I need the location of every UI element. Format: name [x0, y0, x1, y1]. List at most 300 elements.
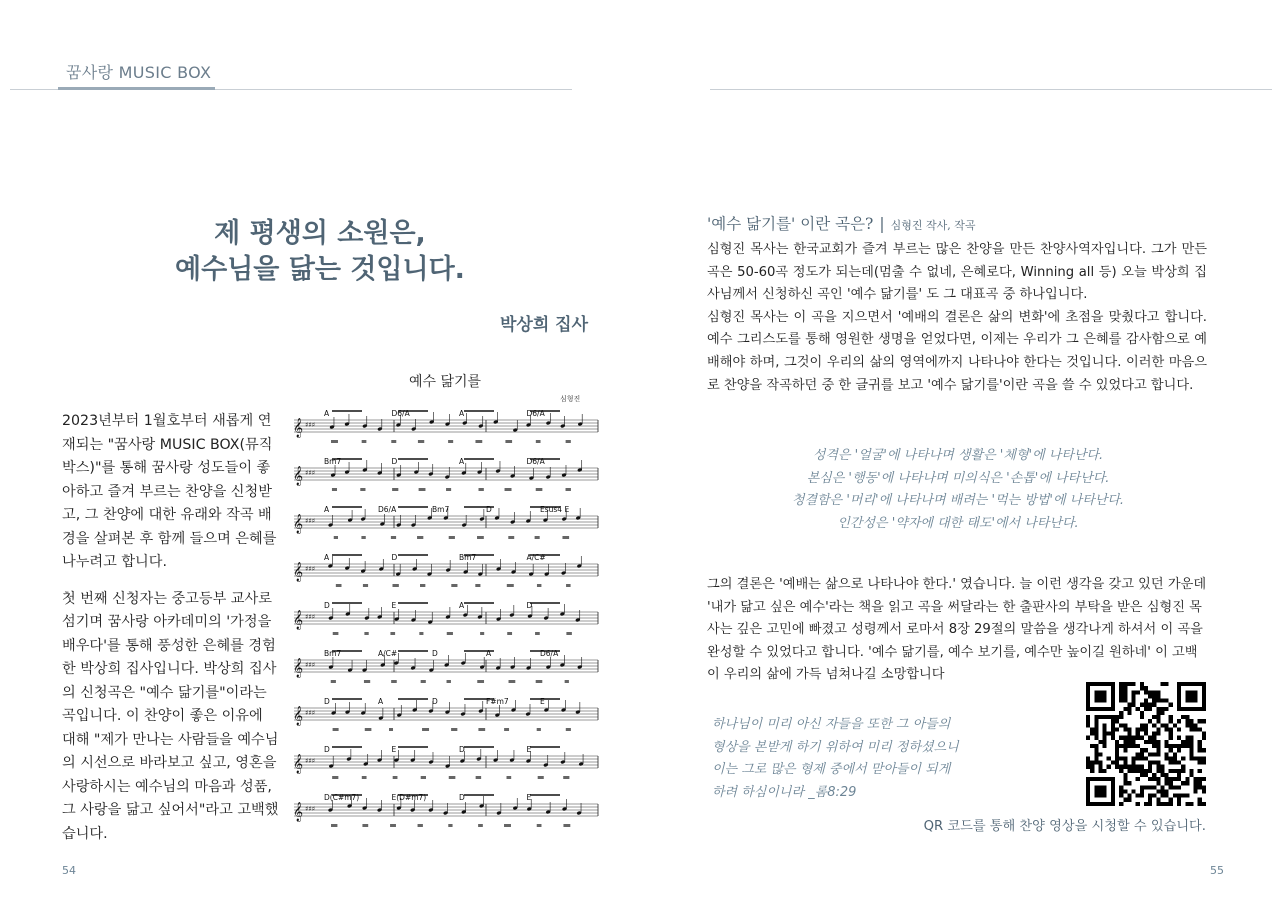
qr-module [1094, 732, 1098, 736]
qr-module [1148, 802, 1152, 806]
chord-symbol: E(D#m7) [391, 793, 427, 802]
qr-module [1189, 740, 1193, 744]
qr-module [1098, 740, 1102, 744]
chord-symbol: E [526, 745, 532, 754]
qr-module [1177, 773, 1181, 777]
qr-module [1119, 789, 1123, 793]
chord-symbol: D6/A [526, 457, 545, 466]
lyric-mark [364, 632, 368, 635]
lyric-mark [566, 440, 571, 443]
qr-module [1098, 769, 1102, 773]
qr-module [1115, 748, 1119, 752]
qr-module [1156, 740, 1160, 744]
qr-module [1132, 744, 1136, 748]
qr-module [1119, 686, 1123, 690]
lyric-mark [562, 536, 569, 539]
lyric-mark [333, 728, 339, 731]
qr-module [1169, 781, 1173, 785]
qr-module [1165, 752, 1169, 756]
qr-module [1165, 777, 1169, 781]
qr-module [1152, 752, 1156, 756]
qr-module [1123, 761, 1127, 765]
qr-module [1156, 694, 1160, 698]
key-signature: ♯♯♯ [305, 709, 316, 717]
qr-module [1132, 703, 1136, 707]
lyric-mark [361, 536, 365, 539]
lyric-mark [331, 440, 338, 443]
lyric-mark [477, 536, 484, 539]
qr-module [1111, 723, 1115, 727]
qr-module [1144, 723, 1148, 727]
qr-module [1160, 773, 1164, 777]
qr-module [1123, 736, 1127, 740]
qr-module [1123, 748, 1127, 752]
quote-line: 청결함은 '머리'에 나타나며 배려는 '먹는 방법'에 나타난다. [791, 493, 1125, 508]
qr-module [1086, 736, 1090, 740]
qr-module [1127, 711, 1131, 715]
qr-module [1185, 794, 1189, 798]
lyric-mark [476, 776, 481, 779]
qr-module [1194, 727, 1198, 731]
qr-module [1152, 761, 1156, 765]
qr-module [1119, 794, 1123, 798]
qr-module [1152, 703, 1156, 707]
lyric-mark [536, 680, 543, 683]
qr-module [1090, 732, 1094, 736]
qr-code[interactable] [1086, 682, 1206, 806]
qr-module [1140, 773, 1144, 777]
qr-module [1181, 794, 1185, 798]
lyric-mark [391, 536, 396, 539]
qr-module [1123, 682, 1127, 686]
chord-symbol: D [391, 457, 398, 466]
qr-module [1148, 769, 1152, 773]
qr-module [1185, 777, 1189, 781]
qr-module [1103, 715, 1107, 719]
qr-module [1165, 682, 1169, 686]
page-number-left: 54 [62, 864, 76, 877]
lyric-mark [446, 488, 451, 491]
song-background-text [707, 239, 1207, 397]
lyric-mark [449, 776, 456, 779]
qr-module [1123, 740, 1127, 744]
qr-module [1194, 777, 1198, 781]
qr-module [1127, 781, 1131, 785]
key-signature: ♯♯♯ [305, 613, 316, 621]
qr-module [1160, 769, 1164, 773]
qr-module [1156, 765, 1160, 769]
qr-module [1169, 727, 1173, 731]
qr-module [1140, 715, 1144, 719]
qr-module [1173, 756, 1177, 760]
intro-paragraph: 첫 번째 신청자는 중고등부 교사로 섬기며 꿈사랑 아카데미의 '가정을 배우다'를 통해 풍성한 은혜를 경험한 박상희 집사입니다. 박상희 집사의 신청곡은 "예수 닮기를"이라는 곡입니다. 이 찬양이 좋은 이유에 대해 "제가 만나는 사람들을 예수님의 시선으로 바라보고 싶고, 영혼을 사랑하시는 예수님의 마음과 성품, 그 사랑을 닮고 싶어서"라고 고백했습니다. [62, 590, 279, 842]
qr-module [1202, 777, 1206, 781]
lyric-mark [475, 584, 480, 587]
qr-module [1132, 761, 1136, 765]
qr-module [1140, 736, 1144, 740]
chord-symbol: A [459, 457, 465, 466]
qr-module [1111, 727, 1115, 731]
qr-module [1198, 748, 1202, 752]
qr-module [1198, 781, 1202, 785]
qr-module [1144, 703, 1148, 707]
qr-module [1123, 744, 1127, 748]
key-signature: ♯♯♯ [305, 517, 316, 525]
qr-caption: QR 코드를 통해 찬양 영상을 시청할 수 있습니다. [923, 819, 1206, 834]
qr-module [1152, 785, 1156, 789]
qr-module [1202, 719, 1206, 723]
qr-module [1173, 744, 1177, 748]
quote-line: 인간성은 '약자에 대한 태도'에서 나타난다. [837, 515, 1079, 531]
qr-module [1177, 727, 1181, 731]
chord-symbol: A [324, 409, 330, 418]
lyric-mark [507, 776, 512, 779]
qr-module [1098, 715, 1102, 719]
qr-module [1144, 686, 1148, 690]
qr-module [1103, 744, 1107, 748]
qr-module [1140, 711, 1144, 715]
qr-module [1165, 756, 1169, 760]
qr-module [1169, 777, 1173, 781]
quote-line: 본심은 '행동'에 나타나며 미의식은 '손톱'에 나타난다. [806, 470, 1110, 486]
treble-clef: 𝄞 [293, 418, 304, 438]
qr-module [1185, 781, 1189, 785]
treble-clef: 𝄞 [293, 754, 304, 774]
qr-module [1148, 694, 1152, 698]
chord-symbol: D [526, 601, 533, 610]
qr-module [1094, 736, 1098, 740]
qr-module [1103, 723, 1107, 727]
key-signature: ♯♯♯ [305, 805, 316, 813]
qr-module [1127, 798, 1131, 802]
chord-symbol: D [324, 745, 330, 754]
qr-module [1198, 756, 1202, 760]
lyric-mark [389, 728, 393, 731]
qr-module [1202, 732, 1206, 736]
lyric-mark [365, 728, 372, 731]
qr-module [1094, 715, 1098, 719]
lyric-mark [422, 728, 429, 731]
qr-module [1198, 777, 1202, 781]
qr-module [1148, 794, 1152, 798]
background-paragraph: 심형진 목사는 이 곡을 지으면서 '예배의 결론은 삶의 변화'에 초점을 맞췄다고 합니다. 예수 그리스도를 통해 영원한 생명을 얻었다면, 이제는 우리가 그 은혜를 감사함으로 예배해야 하며, 그것이 우리의 삶의 영역에까지 나타나야 한다는 것입니다. 이러한 마음으로 찬양을 작곡하던 중 한 글귀를 보고 '예수 닮기를'이란 곡을 쓸 수 있었다고 합니다. [707, 309, 1207, 393]
lyric-mark [418, 824, 423, 827]
qr-module [1160, 699, 1164, 703]
chord-symbol: E [526, 793, 532, 802]
qr-module [1115, 715, 1119, 719]
verse-line: 형상을 본받게 하기 위하여 미리 정하셨으니 [712, 739, 959, 755]
qr-module [1119, 765, 1123, 769]
qr-module [1094, 752, 1098, 756]
qr-module [1144, 690, 1148, 694]
lyric-mark [509, 680, 516, 683]
lyric-mark [421, 776, 426, 779]
lyric-mark [391, 440, 396, 443]
qr-module [1107, 765, 1111, 769]
qr-module [1198, 769, 1202, 773]
sheet-music [292, 404, 602, 844]
song-heading-title: '예수 닮기를' 이란 곡은? [707, 215, 874, 233]
qr-module [1185, 744, 1189, 748]
qr-module [1165, 802, 1169, 806]
treble-clef: 𝄞 [293, 802, 304, 822]
qr-module [1136, 732, 1140, 736]
lyric-mark [363, 584, 368, 587]
qr-module [1094, 756, 1098, 760]
qr-module [1123, 727, 1127, 731]
qr-module [1181, 769, 1185, 773]
qr-module [1202, 736, 1206, 740]
qr-module [1132, 736, 1136, 740]
qr-module [1119, 682, 1123, 686]
verse-line: 하려 하심이니라 _롬8:29 [712, 784, 857, 800]
qr-module [1144, 732, 1148, 736]
qr-module [1103, 769, 1107, 773]
lyric-mark [336, 584, 342, 587]
lyric-mark [362, 440, 367, 443]
lyric-mark [537, 824, 542, 827]
chord-symbol: D [391, 553, 398, 562]
lyric-mark [421, 680, 426, 683]
qr-module [1090, 765, 1094, 769]
chord-symbol: Esus4 E [540, 505, 570, 514]
qr-module [1202, 802, 1206, 806]
lyric-mark [508, 536, 514, 539]
qr-module [1173, 723, 1177, 727]
qr-module [1177, 719, 1181, 723]
qr-module [1169, 756, 1173, 760]
qr-module [1123, 765, 1127, 769]
qr-module [1169, 715, 1173, 719]
qr-module [1098, 765, 1102, 769]
qr-module [1136, 736, 1140, 740]
qr-module [1165, 794, 1169, 798]
qr-module [1185, 736, 1189, 740]
lyric-mark [419, 488, 426, 491]
qr-module [1156, 748, 1160, 752]
qr-module [1160, 765, 1164, 769]
qr-module [1090, 744, 1094, 748]
chord-symbol: F#m7 [486, 697, 509, 706]
qr-module [1115, 756, 1119, 760]
qr-module [1107, 756, 1111, 760]
qr-module [1156, 690, 1160, 694]
title-line-1: 제 평생의 소원은, [214, 218, 426, 249]
qr-module [1144, 769, 1148, 773]
key-signature: ♯♯♯ [305, 565, 316, 573]
qr-module [1160, 785, 1164, 789]
qr-module [1156, 789, 1160, 793]
qr-module [1165, 781, 1169, 785]
treble-clef: 𝄞 [293, 610, 304, 630]
chord-symbol: D6/A [391, 409, 410, 418]
score-composer: 심형진 [560, 395, 581, 403]
article-title [130, 216, 510, 288]
qr-module [1123, 798, 1127, 802]
qr-module [1136, 752, 1140, 756]
qr-module [1156, 777, 1160, 781]
qr-module [1132, 769, 1136, 773]
qr-module [1194, 781, 1198, 785]
chord-symbol: A [324, 505, 330, 514]
qr-module [1160, 682, 1164, 686]
lyric-mark [447, 632, 453, 635]
qr-module [1181, 781, 1185, 785]
qr-module [1177, 748, 1181, 752]
qr-module [1181, 715, 1185, 719]
qr-module [1152, 777, 1156, 781]
qr-module [1160, 789, 1164, 793]
chord-symbol: D6/A [540, 649, 559, 658]
qr-module [1123, 777, 1127, 781]
qr-module [1169, 748, 1173, 752]
key-signature: ♯♯♯ [305, 661, 316, 669]
chord-symbol: D6/A [378, 505, 397, 514]
chord-symbol: D(C#m7) [324, 793, 360, 802]
qr-module [1107, 732, 1111, 736]
qr-module [1160, 707, 1164, 711]
qr-module [1173, 794, 1177, 798]
lyric-mark [393, 584, 399, 587]
qr-module [1165, 723, 1169, 727]
chord-symbol: D [432, 649, 438, 658]
lyric-mark [566, 728, 571, 731]
lyric-mark [332, 488, 337, 491]
qr-module [1140, 785, 1144, 789]
lyric-mark [418, 440, 424, 443]
qr-module [1136, 802, 1140, 806]
lyric-mark [393, 776, 398, 779]
qr-module [1156, 727, 1160, 731]
conclusion-text: 그의 결론은 '예배는 삶으로 나타나야 한다.' 였습니다. 늘 이런 생각을 갖고 있던 가운데 '내가 닮고 싶은 예수'라는 책을 읽고 곡을 써달라는 한 출판사의 부탁을 받은 심형진 목사는 깊은 고민에 빠졌고 성령께서 로마서 8장 29절의 말씀을 생각나게 하셔서 이 곡을 완성할 수 있었다고 합니다. '예수 닮기를, 예수 보기를, 예수만 높이길 원하네' 이 고백이 우리의 삶에 가득 넘쳐나길 소망합니다 [707, 577, 1207, 683]
qr-module [1156, 752, 1160, 756]
qr-module [1119, 769, 1123, 773]
qr-module [1136, 794, 1140, 798]
qr-module [1136, 765, 1140, 769]
qr-module [1140, 703, 1144, 707]
qr-module [1156, 769, 1160, 773]
treble-clef: 𝄞 [293, 706, 304, 726]
qr-module [1144, 773, 1148, 777]
heading-separator: | [879, 215, 885, 233]
qr-module [1123, 686, 1127, 690]
qr-module [1177, 798, 1181, 802]
qr-module [1144, 756, 1148, 760]
key-signature: ♯♯♯ [305, 469, 316, 477]
chord-symbol: D [486, 505, 492, 514]
qr-module [1144, 727, 1148, 731]
lyric-mark [537, 584, 541, 587]
qr-module [1086, 715, 1090, 719]
chord-symbol: E [391, 601, 397, 610]
qr-module [1132, 756, 1136, 760]
qr-module [1152, 690, 1156, 694]
qr-module [1152, 773, 1156, 777]
qr-module [1198, 740, 1202, 744]
qr-module [1189, 773, 1193, 777]
qr-module [1198, 761, 1202, 765]
qr-module [1140, 686, 1144, 690]
qr-module [1136, 769, 1140, 773]
qr-module [1152, 794, 1156, 798]
qr-module [1098, 752, 1102, 756]
qr-module [1194, 785, 1198, 789]
header-rule-right [710, 89, 1272, 90]
chord-symbol: D [432, 697, 438, 706]
chord-symbol: A [378, 697, 384, 706]
chord-symbol: D [324, 697, 330, 706]
qr-module [1119, 690, 1123, 694]
lyric-mark [447, 680, 451, 683]
qr-module [1123, 699, 1127, 703]
qr-module [1177, 744, 1181, 748]
qr-module [1152, 694, 1156, 698]
qr-module [1189, 719, 1193, 723]
qr-module [1094, 744, 1098, 748]
title-line-2: 예수님을 닮는 것입니다. [175, 254, 465, 285]
chord-symbol: A [459, 601, 465, 610]
verse-line: 이는 그로 많은 형제 중에서 맏아들이 되게 [712, 762, 951, 777]
lyric-mark [331, 824, 337, 827]
qr-module [1127, 732, 1131, 736]
qr-module [1148, 707, 1152, 711]
qr-module [1156, 732, 1160, 736]
qr-module [1119, 715, 1123, 719]
qr-module [1189, 744, 1193, 748]
qr-module [1086, 723, 1090, 727]
qr-module [1148, 703, 1152, 707]
qr-module [1169, 761, 1173, 765]
qr-module [1169, 703, 1173, 707]
qr-module [1115, 744, 1119, 748]
article-author: 박상희 집사 [499, 315, 588, 335]
qr-module [1098, 761, 1102, 765]
qr-module [1177, 761, 1181, 765]
qr-module [1169, 802, 1173, 806]
qr-module [1189, 756, 1193, 760]
qr-module [1140, 723, 1144, 727]
chord-symbol: E [391, 745, 397, 754]
qr-module [1194, 723, 1198, 727]
qr-module [1132, 789, 1136, 793]
qr-module [1127, 682, 1131, 686]
lyric-mark [331, 680, 336, 683]
qr-module [1202, 761, 1206, 765]
lyric-mark [364, 680, 370, 683]
qr-module [1127, 794, 1131, 798]
qr-module [1177, 785, 1181, 789]
chord-symbol: A [486, 649, 492, 658]
qr-module [1177, 769, 1181, 773]
qr-module [1160, 711, 1164, 715]
qr-module [1202, 756, 1206, 760]
qr-module [1181, 744, 1185, 748]
qr-module [1185, 715, 1189, 719]
inspiration-quote [708, 445, 1208, 535]
qr-module [1123, 781, 1127, 785]
qr-module [1111, 719, 1115, 723]
key-signature: ♯♯♯ [305, 421, 316, 429]
lyric-mark [448, 440, 453, 443]
qr-module [1169, 736, 1173, 740]
qr-module [1156, 711, 1160, 715]
chord-symbol: D [459, 793, 465, 802]
lyric-mark [448, 824, 452, 827]
section-label: 꿈사랑 MUSIC BOX [66, 63, 212, 82]
qr-module [1181, 765, 1185, 769]
treble-clef: 𝄞 [293, 658, 304, 678]
qr-module [1156, 744, 1160, 748]
